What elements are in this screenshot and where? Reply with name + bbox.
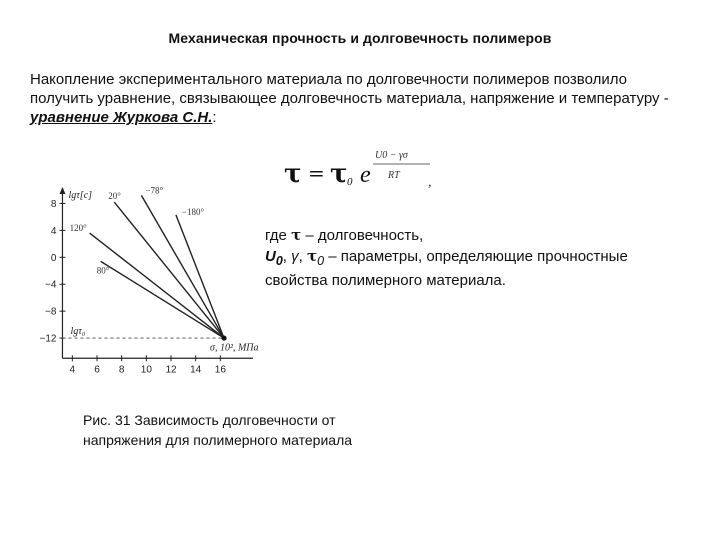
y-tick-label: 8 xyxy=(50,198,57,210)
intro-tail: : xyxy=(212,109,217,126)
x-tick-label: 4 xyxy=(69,364,76,376)
durability-chart xyxy=(30,180,270,385)
where-prefix: где xyxy=(265,227,292,244)
series-label: −180° xyxy=(181,206,205,217)
where-params-desc: – параметры, определяющие прочностные свойства полимерного материала. xyxy=(265,248,628,289)
parameter-definitions xyxy=(265,225,685,291)
series-label: 20° xyxy=(108,191,121,202)
slide-title: Механическая прочность и долговечность полимеров xyxy=(168,30,552,46)
where-tau0: τ xyxy=(306,247,318,265)
formula-exp-numerator: U0 − γσ xyxy=(375,150,408,161)
x-tick-label: 14 xyxy=(190,364,202,376)
where-gamma: γ xyxy=(291,248,299,265)
y-tick-label: −4 xyxy=(45,279,57,291)
y-axis-label: lgτ[c] xyxy=(68,190,93,201)
where-sep1: , xyxy=(282,248,292,265)
equation-name: уравнение Журкова С.Н. xyxy=(30,109,213,126)
lgtau0-label: lgτ₀ xyxy=(70,326,86,338)
x-tick-label: 8 xyxy=(118,364,125,376)
formula-tau0: τ xyxy=(330,159,348,189)
formula-equals: = xyxy=(308,161,325,185)
y-tick-label: 4 xyxy=(50,225,57,237)
formula-e: e xyxy=(360,162,371,188)
where-tau-desc: – долговечность, xyxy=(301,227,424,244)
x-axis-label: σ, 10², МПа xyxy=(210,342,259,354)
figure-caption: Рис. 31 Зависимость долговечности от напряжения для полимерного материала xyxy=(83,412,353,448)
y-tick-label: 0 xyxy=(50,252,57,264)
intro-text: Накопление экспериментального материала по долговечности полимеров позволило получить уравнение, связывающее долговечность материала, напряжение и температуру - xyxy=(30,71,669,107)
series-label: 120° xyxy=(69,223,87,234)
where-sep2: , xyxy=(298,248,307,265)
intro-paragraph xyxy=(30,70,690,127)
where-u0-sub: 0 xyxy=(275,254,283,268)
series-label: 80° xyxy=(96,265,110,276)
x-tick-label: 10 xyxy=(140,364,152,376)
formula-comma: , xyxy=(428,175,432,190)
y-tick-label: −12 xyxy=(39,333,57,345)
where-tau-symbol: τ xyxy=(291,226,302,244)
formula-tau: τ xyxy=(284,159,302,189)
pole-point xyxy=(221,335,226,340)
x-tick-label: 12 xyxy=(165,364,177,376)
x-tick-label: 16 xyxy=(214,364,226,376)
series-line xyxy=(101,261,224,338)
definition-tau xyxy=(265,225,685,246)
series-label: −78° xyxy=(145,185,164,196)
y-axis-arrow xyxy=(59,187,65,194)
y-tick-label: −8 xyxy=(45,306,57,318)
where-u0: U xyxy=(265,248,276,265)
formula-tau0-sub: 0 xyxy=(347,176,353,188)
formula-exp-denominator: RT xyxy=(388,170,400,181)
where-tau0-sub: 0 xyxy=(317,254,325,268)
zhurkov-formula xyxy=(280,140,460,195)
series-line xyxy=(114,202,224,338)
x-tick-label: 6 xyxy=(94,364,100,376)
definition-params xyxy=(265,246,685,291)
